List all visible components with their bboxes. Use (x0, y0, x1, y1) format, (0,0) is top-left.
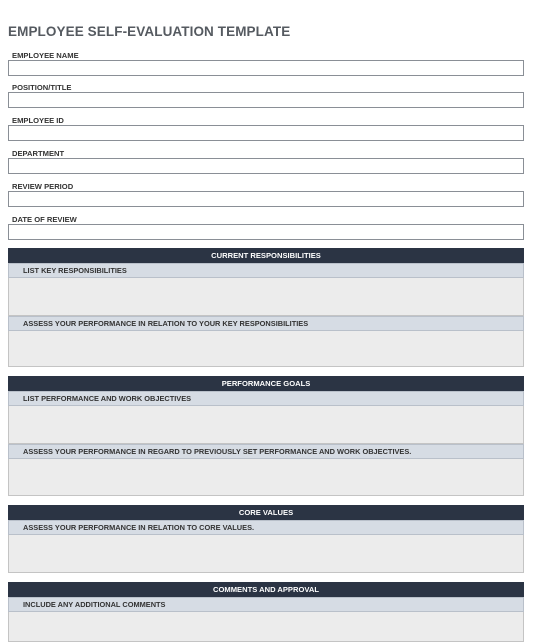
page-title: EMPLOYEE SELF-EVALUATION TEMPLATE (8, 24, 291, 39)
key-responsibilities-answer[interactable] (8, 278, 524, 316)
review-period-label: REVIEW PERIOD (12, 182, 74, 191)
assess-responsibilities-answer[interactable] (8, 331, 524, 367)
position-title-label: POSITION/TITLE (12, 83, 72, 92)
core-values-prompt: ASSESS YOUR PERFORMANCE IN RELATION TO CORE VALUES. (8, 520, 524, 535)
employee-id-label: EMPLOYEE ID (12, 116, 64, 125)
date-of-review-field[interactable] (8, 224, 524, 240)
list-objectives-prompt: LIST PERFORMANCE AND WORK OBJECTIVES (8, 391, 524, 406)
date-of-review-label: DATE OF REVIEW (12, 215, 77, 224)
performance-goals-header: PERFORMANCE GOALS (8, 376, 524, 391)
assess-objectives-prompt: ASSESS YOUR PERFORMANCE IN REGARD TO PREVIOUSLY SET PERFORMANCE AND WORK OBJECTIVES. (8, 444, 524, 459)
assess-responsibilities-prompt: ASSESS YOUR PERFORMANCE IN RELATION TO YOUR KEY RESPONSIBILITIES (8, 316, 524, 331)
department-field[interactable] (8, 158, 524, 174)
department-label: DEPARTMENT (12, 149, 65, 158)
objectives-answer[interactable] (8, 406, 524, 444)
current-responsibilities-header: CURRENT RESPONSIBILITIES (8, 248, 524, 263)
employee-name-field[interactable] (8, 60, 524, 76)
position-title-field[interactable] (8, 92, 524, 108)
list-key-responsibilities-prompt: LIST KEY RESPONSIBILITIES (8, 263, 524, 278)
assess-objectives-answer[interactable] (8, 459, 524, 496)
comments-approval-header: COMMENTS AND APPROVAL (8, 582, 524, 597)
core-values-header: CORE VALUES (8, 505, 524, 520)
review-period-field[interactable] (8, 191, 524, 207)
employee-name-label: EMPLOYEE NAME (12, 51, 79, 60)
additional-comments-answer[interactable] (8, 612, 524, 642)
employee-id-field[interactable] (8, 125, 524, 141)
additional-comments-prompt: INCLUDE ANY ADDITIONAL COMMENTS (8, 597, 524, 612)
core-values-answer[interactable] (8, 535, 524, 573)
